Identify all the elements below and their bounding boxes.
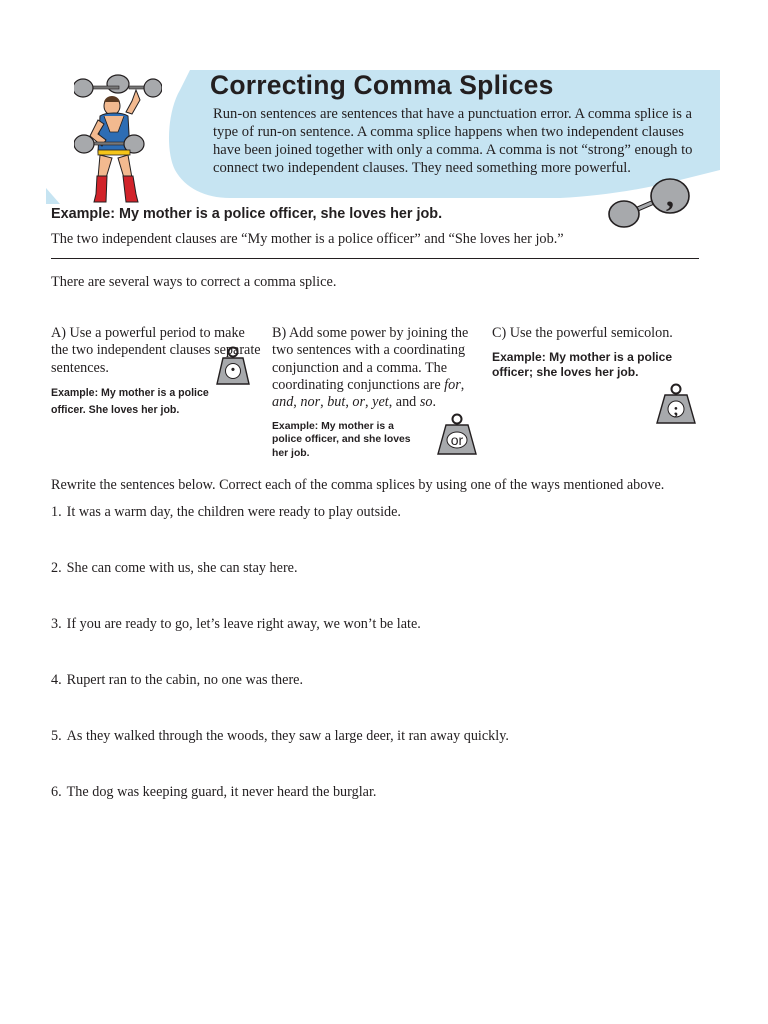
sentence-item bbox=[51, 614, 509, 670]
page-title: Correcting Comma Splices bbox=[210, 70, 554, 100]
method-c-example: Example: My mother is a police officer; she loves her job. bbox=[492, 350, 673, 379]
method-b-intro: B) Add some power by joining the two sentences with a coordinating conjunction and a comma. The coordinating conjunctions are bbox=[272, 325, 469, 393]
main-example: Example: My mother is a police officer, she loves her job. bbox=[51, 206, 443, 222]
sentence-number: 1. bbox=[51, 504, 62, 520]
ways-intro: There are several ways to correct a comma splice. bbox=[51, 274, 337, 290]
conjunction-but: but bbox=[327, 394, 346, 411]
sentence-item bbox=[51, 670, 509, 726]
period-symbol: · bbox=[229, 359, 237, 381]
method-b-text: B) Add some power by joining the two sentences with a coordinating conjunction and a comma. The coordinating conjunctions are for, and, nor, but, or, yet, and so. bbox=[272, 325, 469, 411]
conjunction-nor: nor bbox=[300, 394, 321, 411]
divider-line bbox=[51, 258, 699, 259]
instructions: Rewrite the sentences below. Correct each of the comma splices by using one of the ways mentioned above. bbox=[51, 477, 665, 493]
sentence-number: 3. bbox=[51, 616, 62, 632]
conjunction-and: and bbox=[272, 394, 294, 411]
method-b-example: Example: My mother is a police officer, and she loves her job. bbox=[272, 421, 411, 459]
method-a-text: A) Use a powerful period to make the two independent clauses separate sentences. bbox=[51, 325, 261, 376]
intro-paragraph: Run-on sentences are sentences that have a punctuation error. A comma splice is a type of run-on sentence. A comma splice happens when two independent clauses have been joined together with only a comma. A comma is not “strong” enough to connect two independent clauses. They need something more powerful. bbox=[213, 106, 693, 176]
conjunction-so: so bbox=[419, 394, 433, 411]
sentence-text: If you are ready to go, let’s leave right away, we won’t be late. bbox=[66, 616, 421, 632]
conjunction-for: for bbox=[444, 376, 461, 393]
conjunction-or: or bbox=[352, 394, 366, 411]
method-c-text: C) Use the powerful semicolon. bbox=[492, 325, 673, 341]
sentence-item bbox=[51, 502, 509, 558]
sentence-text: She can come with us, she can stay here. bbox=[66, 560, 298, 576]
or-symbol: or bbox=[450, 432, 464, 448]
semicolon-weight-icon bbox=[655, 383, 697, 425]
conjunction-yet: yet bbox=[372, 394, 389, 411]
sentence-text: It was a warm day, the children were ready to play outside. bbox=[66, 504, 401, 520]
sentence-number: 5. bbox=[51, 728, 62, 744]
sentence-text: As they walked through the woods, they saw a large deer, it ran away quickly. bbox=[66, 728, 509, 744]
period-weight-icon bbox=[215, 346, 251, 386]
semicolon-symbol: ; bbox=[673, 400, 679, 419]
clauses-note: The two independent clauses are “My mother is a police officer” and “She loves her job.” bbox=[51, 231, 564, 247]
sentence-item bbox=[51, 782, 509, 838]
sentence-number: 6. bbox=[51, 784, 62, 800]
or-weight-icon bbox=[436, 413, 478, 456]
sentence-item bbox=[51, 558, 509, 614]
comma-symbol: , bbox=[666, 177, 674, 213]
comma-dumbbell-icon bbox=[606, 176, 692, 230]
sentence-list bbox=[51, 502, 509, 838]
sentence-item bbox=[51, 726, 509, 782]
method-a-example: Example: My mother is a police officer. She loves her job. bbox=[51, 387, 209, 416]
sentence-number: 2. bbox=[51, 560, 62, 576]
sentence-text: Rupert ran to the cabin, no one was there. bbox=[66, 672, 304, 688]
sentence-number: 4. bbox=[51, 672, 62, 688]
sentence-text: The dog was keeping guard, it never heard the burglar. bbox=[66, 784, 377, 800]
strongman-illustration bbox=[74, 74, 162, 206]
